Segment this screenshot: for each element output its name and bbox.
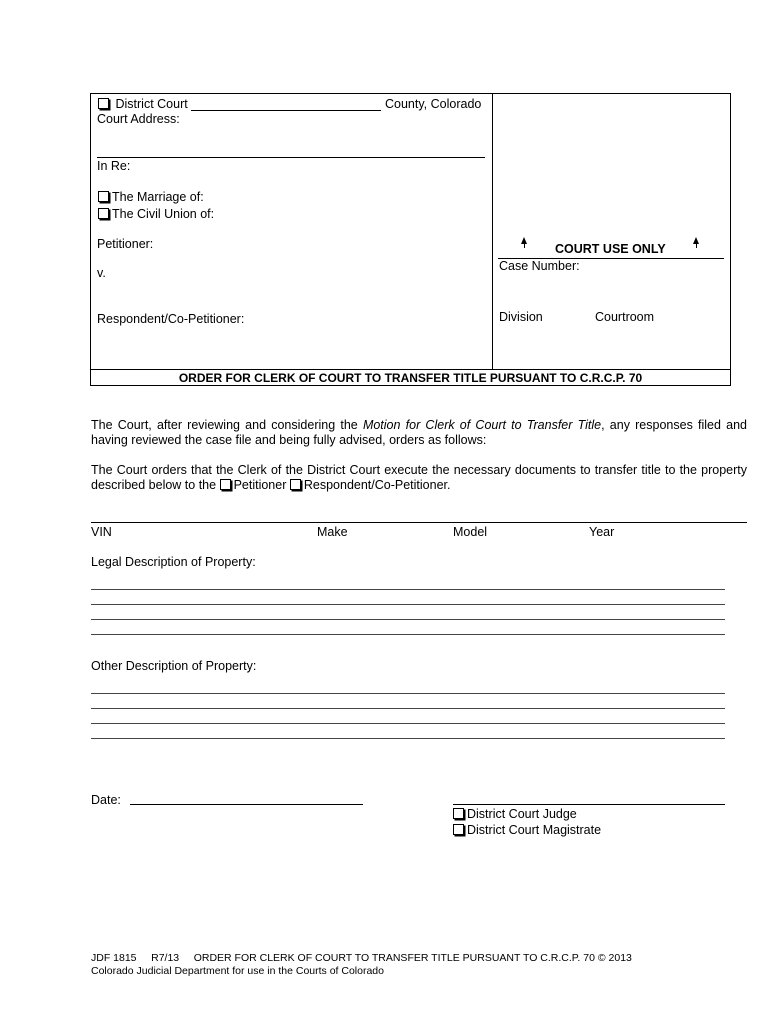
caption-separator (97, 157, 485, 158)
legal-description-line[interactable] (91, 589, 725, 590)
respondent-checkbox[interactable] (290, 479, 301, 490)
county-blank[interactable] (191, 110, 381, 111)
marriage-label: The Marriage of: (112, 190, 204, 204)
legal-description-line[interactable] (91, 619, 725, 620)
year-label: Year (589, 525, 615, 539)
legal-description-line[interactable] (91, 634, 725, 635)
petitioner-label: Petitioner: (97, 237, 154, 251)
para1-text-end: , any responses filed and having reviewed the case file and being fully advised, orders as follows: (91, 418, 747, 447)
district-court-label: District Court (115, 97, 188, 111)
legal-description-label: Legal Description of Property: (91, 555, 256, 569)
magistrate-option (453, 823, 601, 837)
caption-divider (492, 93, 493, 370)
magistrate-checkbox[interactable] (453, 824, 464, 835)
courtroom-label: Courtroom (595, 310, 655, 324)
other-description-line[interactable] (91, 708, 725, 709)
district-court-line (98, 97, 188, 111)
district-court-checkbox[interactable] (98, 98, 109, 109)
other-description-line[interactable] (91, 693, 725, 694)
magistrate-label: District Court Magistrate (467, 823, 602, 837)
para1-text: The Court, after reviewing and considering the (91, 418, 363, 432)
civil-union-option (98, 207, 214, 221)
versus-label: v. (97, 266, 106, 280)
petitioner-option-label: Petitioner (233, 478, 287, 492)
county-label: County, Colorado (385, 97, 482, 111)
legal-description-line[interactable] (91, 604, 725, 605)
other-description-line[interactable] (91, 723, 725, 724)
footer-line-1: JDF 1815 R7/13 ORDER FOR CLERK OF COURT TO TRANSFER TITLE PURSUANT TO C.R.C.P. 70 © 2013 (91, 952, 632, 964)
other-description-line[interactable] (91, 738, 725, 739)
para2-line2 (91, 478, 747, 493)
court-address-label: Court Address: (97, 112, 180, 126)
judge-label: District Court Judge (467, 807, 577, 821)
para2-line1: The Court orders that the Clerk of the District Court execute the necessary documents to transfer title to the property (91, 463, 747, 477)
judge-option (453, 807, 577, 821)
marriage-checkbox[interactable] (98, 191, 109, 202)
civil-union-label: The Civil Union of: (112, 207, 215, 221)
other-description-label: Other Description of Property: (91, 659, 257, 673)
para2-prefix: described below to the (91, 478, 220, 492)
court-use-only: COURT USE ONLY (555, 242, 666, 256)
civil-union-checkbox[interactable] (98, 208, 109, 219)
document-title: ORDER FOR CLERK OF COURT TO TRANSFER TITLE PURSUANT TO C.R.C.P. 70 (90, 369, 731, 386)
motion-title: Motion for Clerk of Court to Transfer Title (362, 418, 602, 432)
up-arrow-icon (693, 237, 699, 244)
marriage-option (98, 190, 204, 204)
vehicle-info-line[interactable] (91, 522, 747, 523)
order-paragraph-1 (91, 418, 747, 448)
up-arrow-icon (521, 237, 527, 244)
make-label: Make (317, 525, 348, 539)
respondent-label: Respondent/Co-Petitioner: (97, 312, 245, 326)
caption-box (90, 93, 731, 370)
respondent-option-label: Respondent/Co-Petitioner. (303, 478, 451, 492)
order-paragraph-2 (91, 463, 747, 493)
division-label: Division (499, 310, 543, 324)
vin-label: VIN (91, 525, 112, 539)
model-label: Model (453, 525, 488, 539)
case-number-label: Case Number: (499, 259, 580, 273)
in-re-label: In Re: (97, 159, 131, 173)
signature-blank[interactable] (453, 804, 725, 805)
date-blank[interactable] (130, 804, 363, 805)
petitioner-checkbox[interactable] (220, 479, 231, 490)
date-label: Date: (91, 793, 121, 807)
judge-checkbox[interactable] (453, 808, 464, 819)
footer-line-2: Colorado Judicial Department for use in the Courts of Colorado (91, 965, 384, 977)
